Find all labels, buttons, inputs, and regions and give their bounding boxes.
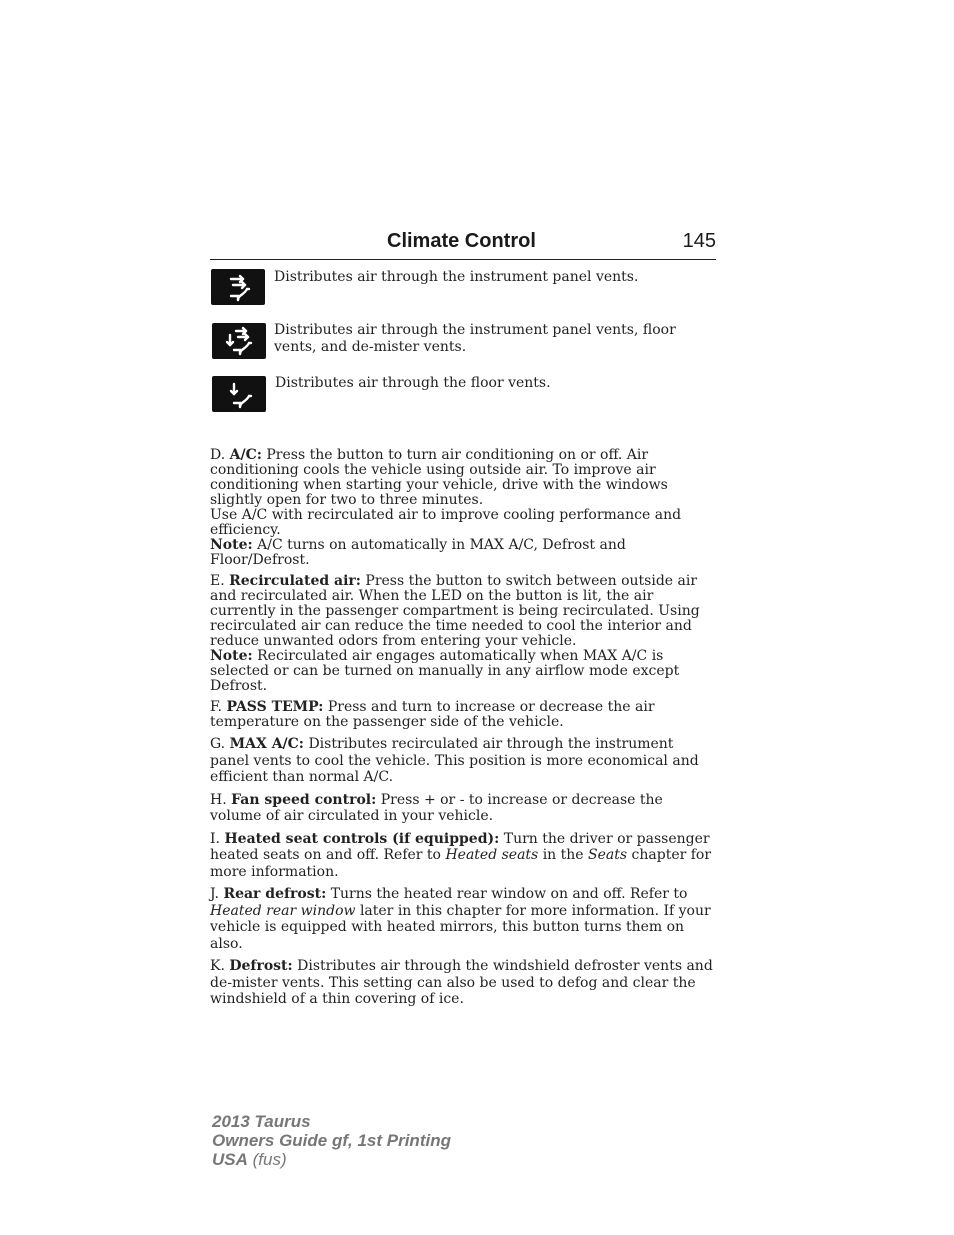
item-e-note: [210, 649, 716, 694]
item-e: [210, 574, 716, 649]
item-term: Rear defrost:: [223, 886, 327, 902]
footer-model: 2013 Taurus: [212, 1112, 311, 1131]
footer-region: [212, 1150, 451, 1169]
footer-guide: Owners Guide gf, 1st Printing: [212, 1131, 451, 1150]
panel-floor-vent-icon: [212, 323, 266, 359]
item-term: Fan speed control:: [231, 791, 377, 808]
item-text: Distributes air through the windshield defroster vents and de-mister vents. This setting can also be used to defog and clear the windshield of a thin covering of ice.: [210, 958, 713, 1007]
item-text: Press the button to switch between outside air and recirculated air. When the LED on the button is lit, the air currently in the passenger compartment is being recirculated. Using recirculated air can reduce the time needed to cool the interior and reduce unwanted odors from entering your vehicle.: [210, 573, 700, 649]
control-descriptions: [210, 448, 716, 1014]
floor-vent-icon: [212, 376, 266, 412]
panel-vent-icon: [211, 269, 265, 305]
vent-mode-desc: Distributes air through the floor vents.: [275, 375, 551, 391]
page-header: [210, 229, 716, 260]
item-text: Distributes recirculated air through the instrument panel vents to cool the vehicle. This position is more economical and efficient than normal A/C.: [210, 736, 699, 785]
cross-reference: Seats: [588, 847, 628, 863]
item-j: [210, 886, 716, 952]
cross-reference: Heated seats: [445, 847, 539, 863]
note-label: Note:: [210, 537, 253, 553]
item-f: [210, 700, 716, 730]
item-h: [210, 792, 716, 825]
item-text: chapter for more information.: [210, 847, 712, 880]
note-text: A/C turns on automatically in MAX A/C, Defrost and Floor/Defrost.: [210, 537, 626, 568]
item-letter: J.: [210, 886, 219, 902]
item-text: in the: [542, 847, 584, 863]
item-d-note: [210, 538, 716, 568]
item-term: Heated seat controls (if equipped):: [224, 830, 500, 847]
item-letter: E.: [210, 573, 225, 589]
item-letter: H.: [210, 791, 227, 808]
item-d: [210, 448, 716, 508]
page-footer: [212, 1112, 451, 1169]
item-term: Recirculated air:: [229, 573, 361, 589]
item-text: Turn the driver or passenger heated seats on and off. Refer to: [210, 830, 710, 863]
item-i: [210, 831, 716, 881]
cross-reference: Heated rear window: [210, 902, 356, 919]
item-k: [210, 958, 716, 1008]
note-label: Note:: [210, 648, 253, 664]
item-text: Press + or - to increase or decrease the volume of air circulated in your vehicle.: [210, 791, 663, 824]
item-letter: I.: [210, 830, 220, 847]
item-text: Press the button to turn air conditioning on or off. Air conditioning cools the vehicle using outside air. To improve air conditioning when starting your vehicle, drive with the windows slightly open for two to three minutes.: [210, 447, 668, 508]
item-text: later in this chapter for more information. If your vehicle is equipped with heated mirrors, this button turns them on also.: [210, 902, 711, 952]
item-term: PASS TEMP:: [226, 699, 324, 715]
item-term: MAX A/C:: [229, 736, 304, 752]
vent-mode-desc: Distributes air through the instrument panel vents, floor vents, and de-mister vents.: [274, 322, 676, 355]
item-letter: D.: [210, 447, 226, 463]
item-letter: K.: [210, 958, 225, 974]
item-term: Defrost:: [229, 958, 293, 974]
page-title: Climate Control: [387, 230, 536, 252]
note-text: Recirculated air engages automatically when MAX A/C is selected or can be turned on manually in any airflow mode except Defrost.: [210, 648, 680, 694]
item-term: A/C:: [229, 447, 262, 463]
item-g: [210, 736, 716, 786]
item-text: Turns the heated rear window on and off. Refer to: [330, 886, 688, 902]
item-letter: G.: [210, 736, 226, 752]
footer-region-code: (fus): [252, 1150, 287, 1169]
item-text: Press and turn to increase or decrease the air temperature on the passenger side of the vehicle.: [210, 699, 655, 730]
item-letter: F.: [210, 699, 222, 715]
page-number: 145: [682, 230, 716, 252]
vent-mode-desc: Distributes air through the instrument panel vents.: [274, 269, 639, 285]
item-d-extra: Use A/C with recirculated air to improve cooling performance and efficiency.: [210, 507, 682, 538]
footer-region-name: USA: [212, 1150, 248, 1169]
